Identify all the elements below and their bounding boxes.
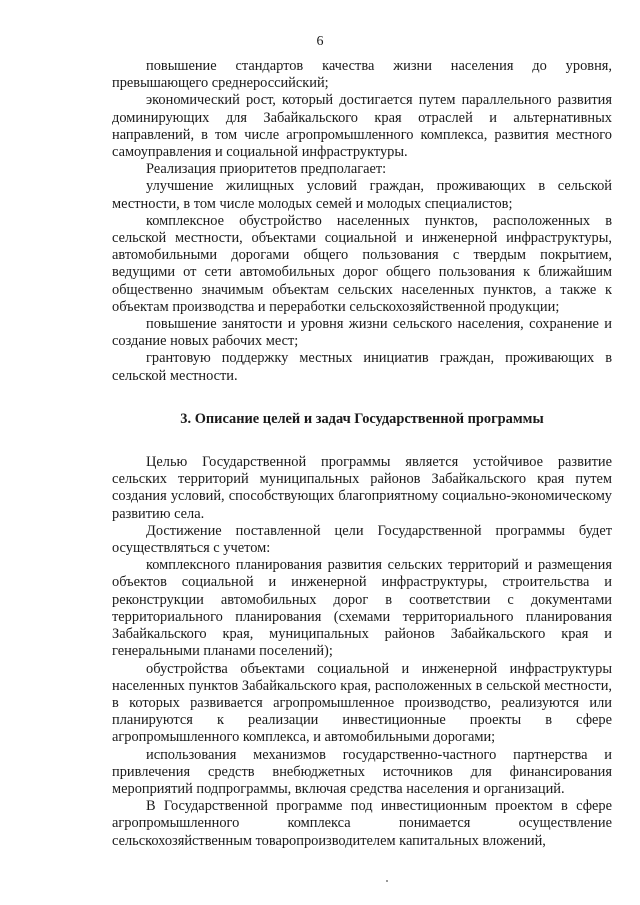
paragraph: Целью Государственной программы является устойчивое развитие сельских территорий муниципальных районов Забайкальского края путем создания условий, способствующих благоприятному социально-экономическому развитию села. — [112, 454, 612, 522]
paragraph: повышение занятости и уровня жизни сельского населения, сохранение и создание новых рабочих мест; — [112, 316, 612, 350]
paragraph: В Государственной программе под инвестиционным проектом в сфере агропромышленного комплекса понимается осуществление сельскохозяйственным товаропроизводителем капитальных вложений, — [112, 798, 612, 849]
document-body — [112, 58, 612, 850]
section-heading: 3. Описание целей и задач Государственной программы — [180, 410, 544, 427]
paragraph: повышение стандартов качества жизни населения до уровня, превышающего среднероссийский; — [112, 58, 612, 92]
paragraph: Реализация приоритетов предполагает: — [146, 161, 387, 178]
page-number: 6 — [316, 34, 324, 49]
paragraph: грантовую поддержку местных инициатив граждан, проживающих в сельской местности. — [112, 350, 612, 384]
paragraph: комплексного планирования развития сельских территорий и размещения объектов социальной и инженерной инфраструктуры, строительства и реконструкции автомобильных дорог в соответствии с документами территориального планирования (схемами территориального планирования Забайкальского края, муниципальных районов Забайкальского края и генеральными планами поселений); — [112, 557, 612, 660]
paragraph: обустройства объектами социальной и инженерной инфраструктуры населенных пунктов Забайкальского края, расположенных в сельской местности, в которых развивается агропромышленное производство, реализуются или планируются к реализации инвестиционные проекты в сфере агропромышленного комплекса, и автомобильными дорогами; — [112, 660, 612, 746]
scan-mark — [386, 880, 388, 882]
paragraph: улучшение жилищных условий граждан, проживающих в сельской местности, в том числе молодых семей и молодых специалистов; — [112, 178, 612, 212]
paragraph: экономический рост, который достигается путем параллельного развития доминирующих для Забайкальского края отраслей и альтернативных направлений, в том числе агропромышленного комплекса, развития местного самоуправления и социальной инфраструктуры. — [112, 92, 612, 161]
paragraph: Достижение поставленной цели Государственной программы будет осуществляться с учетом: — [112, 522, 612, 557]
paragraph: использования механизмов государственно-частного партнерства и привлечения средств внебюджетных источников для финансирования мероприятий подпрограммы, включая средства населения и организаций. — [112, 746, 612, 797]
paragraph: комплексное обустройство населенных пунктов, расположенных в сельской местности, объектами социальной и инженерной инфраструктуры, автомобильными дорогами общего пользования с твердым покрытием, ведущими от сети автомобильных дорог общего пользования к ближайшим общественно значимым объектам сельских населенных пунктов, а также к объектам производства и переработки сельскохозяйственной продукции; — [112, 212, 612, 315]
